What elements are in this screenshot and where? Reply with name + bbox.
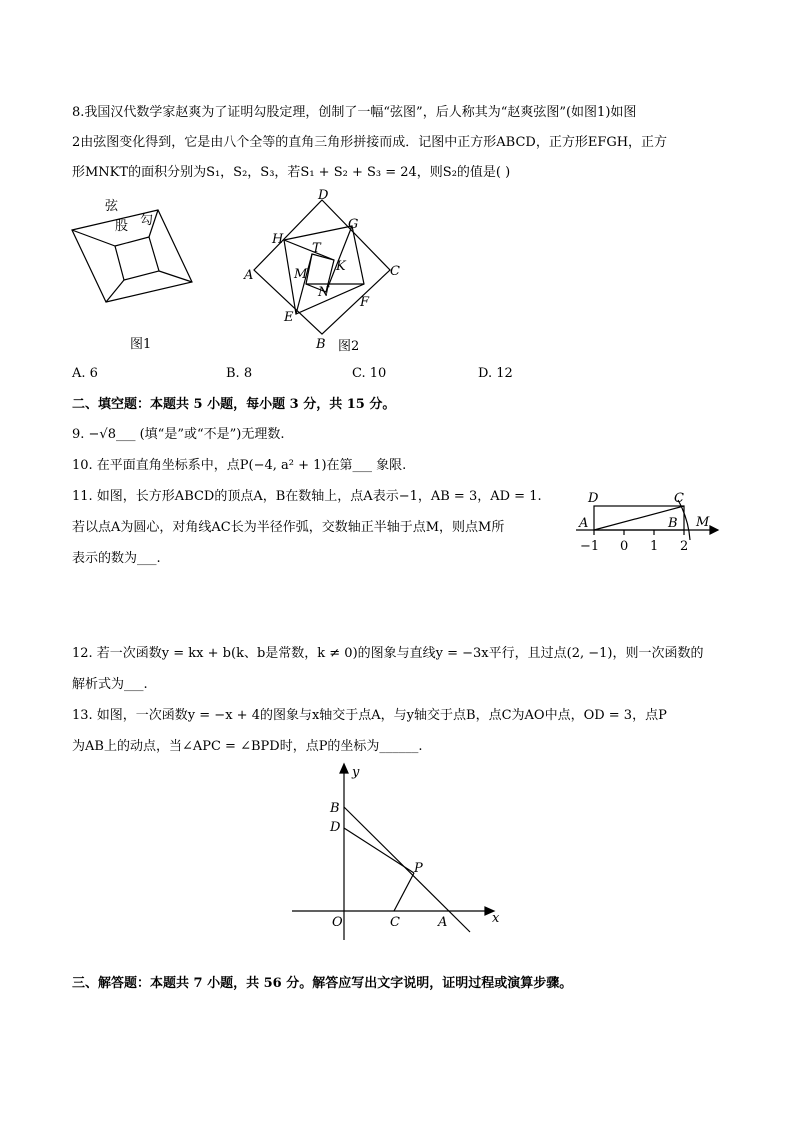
q11-label-a: A — [579, 516, 589, 531]
q13-line-ab — [344, 807, 470, 932]
fig2-label-t: T — [312, 241, 321, 256]
fig2-label-d: D — [318, 188, 329, 203]
q11-label-b: B — [668, 516, 678, 531]
section3-heading: 三、解答题：本题共 7 小题，共 56 分。解答应写出文字说明，证明过程或演算步骤。 — [72, 976, 573, 991]
q8-line1: 8.我国汉代数学家赵爽为了证明勾股定理，创制了一幅“弦图”，后人称其为“赵爽弦图”(如图1)如图 — [72, 105, 637, 120]
fig1-label-gu: 股 — [115, 219, 129, 234]
fig2-label-h: H — [272, 232, 284, 247]
q8-option-a: A. 6 — [72, 366, 98, 381]
q8-line3: 形MNKT的面积分别为S₁，S₂，S₃，若S₁ + S₂ + S₃ = 24，则S₂的值是( ) — [72, 165, 511, 180]
q11-tick-1: 1 — [650, 539, 659, 554]
fig2-label-g: G — [348, 217, 359, 232]
q8-figure1 — [60, 188, 210, 358]
q13-label-x: x — [492, 911, 500, 926]
q11-line3: 表示的数为___. — [72, 551, 161, 566]
q9-text: 9. −√8___ (填“是”或“不是”)无理数. — [72, 427, 285, 442]
fig2-label-k: K — [336, 259, 346, 274]
fig2-label-f: F — [360, 295, 370, 310]
fig2-label-e: E — [284, 310, 294, 325]
q13-line-dp — [344, 828, 414, 873]
q13-label-c: C — [390, 915, 400, 930]
q13-label-p: P — [414, 861, 423, 876]
q8-line2: 2由弦图变化得到，它是由八个全等的直角三角形拼接而成．记图中正方形ABCD，正方形EFGH，正方 — [72, 135, 668, 150]
fig1-outer-square — [72, 210, 192, 302]
q11-label-d: D — [588, 491, 599, 506]
q11-label-m: M — [696, 515, 710, 530]
q11-figure — [572, 486, 724, 556]
q13-label-o: O — [332, 915, 343, 930]
fig2-square-abcd — [254, 200, 390, 334]
fig1-inner-square — [115, 237, 159, 280]
q13-label-d: D — [330, 820, 341, 835]
fig2-label-n: N — [318, 285, 330, 300]
q13-y-arrow — [340, 764, 348, 773]
fig2-label-b: B — [316, 337, 326, 352]
q10-text: 10. 在平面直角坐标系中，点P(−4, a² + 1)在第___ 象限. — [72, 458, 407, 473]
fig2-label-m: M — [294, 267, 308, 282]
fig1-label-gou: 勾 — [140, 213, 154, 228]
q13-line2: 为AB上的动点，当∠APC = ∠BPD时，点P的坐标为______. — [72, 739, 423, 754]
q13-label-a: A — [438, 915, 448, 930]
q13-line-cp — [394, 873, 414, 911]
section2-heading: 二、填空题：本题共 5 小题，每小题 3 分，共 15 分。 — [72, 397, 396, 412]
q12-line1: 12. 若一次函数y = kx + b(k、b是常数，k ≠ 0)的图象与直线y = −3x平行，且过点(2, −1)，则一次函数的 — [72, 646, 704, 661]
q11-tick-2: 2 — [680, 539, 689, 554]
q13-label-y: y — [352, 765, 360, 780]
fig2-caption: 图2 — [338, 339, 360, 354]
q11-line2: 若以点A为圆心，对角线AC长为半径作弧，交数轴正半轴于点M，则点M所 — [72, 520, 505, 535]
q11-tick-minus1: −1 — [580, 539, 600, 554]
q11-axis-arrow — [710, 526, 718, 534]
q11-tick-0: 0 — [620, 539, 629, 554]
q8-option-c: C. 10 — [352, 366, 387, 381]
fig1-label-xian: 弦 — [105, 199, 119, 214]
fig2-label-a: A — [244, 268, 254, 283]
q8-option-b: B. 8 — [226, 366, 253, 381]
fig1-caption: 图1 — [130, 337, 152, 352]
q11-label-c: C — [674, 491, 684, 506]
q13-line1: 13. 如图，一次函数y = −x + 4的图象与x轴交于点A，与y轴交于点B，点C为AO中点，OD = 3，点P — [72, 708, 667, 723]
q11-line1: 11. 如图，长方形ABCD的顶点A，B在数轴上，点A表示−1，AB = 3，AD = 1. — [72, 489, 542, 504]
q13-figure — [280, 760, 510, 948]
q13-label-b: B — [330, 801, 340, 816]
q12-line2: 解析式为___. — [72, 677, 148, 692]
fig2-label-c: C — [390, 264, 400, 279]
q8-figure2 — [240, 186, 410, 358]
q8-option-d: D. 12 — [478, 366, 513, 381]
